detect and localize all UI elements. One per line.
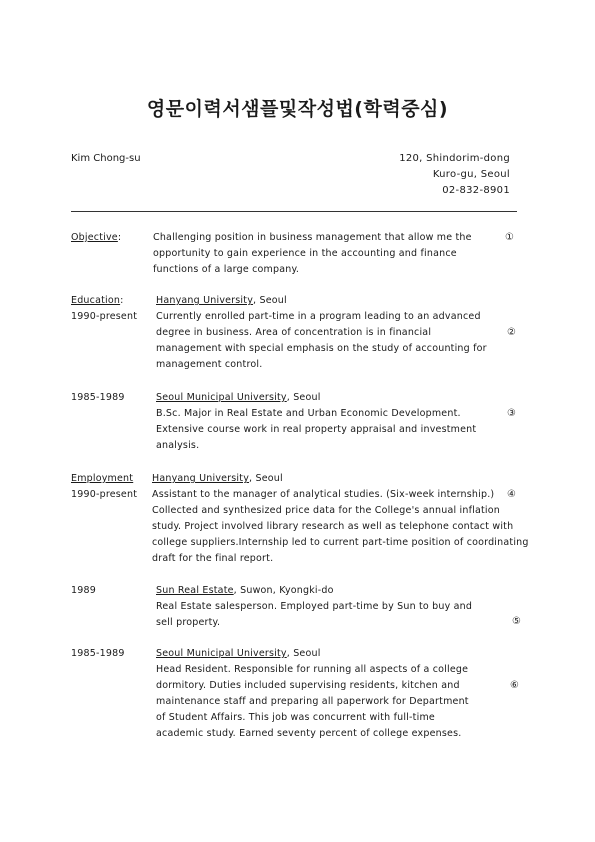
entry-heading [156,583,472,599]
employment-heading [71,471,133,487]
applicant-name: Kim Chong-su [71,153,141,164]
text-line: maintenance staff and preparing all paperwork for Department [156,696,469,707]
text-line: of Student Affairs. This job was concurrent with full-time [156,712,435,723]
education-heading [71,293,124,309]
text-line: study. Project involved library research as well as telephone contact with [152,521,514,532]
employer-name: Hanyang University [152,473,250,484]
text-line: functions of a large company. [153,264,300,275]
employer-name: Seoul Municipal University [156,648,287,659]
text-line: Currently enrolled part-time in a program leading to an advanced [156,311,481,322]
contact-address [399,151,510,199]
employer-location: , Seoul [249,473,283,484]
entry-heading [152,471,529,487]
phone-number: 02-832-8901 [442,185,510,196]
text-line: Extensive course work in real property appraisal and investment [156,424,477,435]
entry-heading [156,390,476,406]
employer-location: , Seoul [286,648,321,659]
institution-name: Seoul Municipal University [156,392,287,403]
employment-period-1: 1990-present [71,489,138,500]
header-divider [71,211,517,212]
employment-period-2: 1989 [71,585,96,596]
employer-location: , Suwon, Kyongki-do [233,585,334,596]
entry-heading [156,293,487,309]
employer-name: Sun Real Estate [156,585,234,596]
employment-entry-2 [156,583,472,631]
text-line: management with special emphasis on the study of accounting for [156,343,487,354]
marker-3: ③ [507,408,516,419]
text-line: Assistant to the manager of analytical studies. (Six-week internship.) [152,489,495,500]
marker-6: ⑥ [510,680,519,691]
employment-entry-1 [152,471,529,567]
education-entry-1 [156,293,487,373]
employment-entry-3 [156,646,469,742]
text-line: B.Sc. Major in Real Estate and Urban Economic Development. [156,408,461,419]
text-line: college suppliers.Internship led to current part-time position of coordinating [152,537,529,548]
education-label: Education [71,295,121,306]
address-line: 120, Shindorim-dong [399,153,510,164]
marker-5: ⑤ [512,616,521,627]
education-period-2: 1985-1989 [71,392,125,403]
text-line: Challenging position in business management that allow me the [153,232,472,243]
text-line: sell property. [156,617,221,628]
education-colon: : [120,295,124,306]
marker-1: ① [505,232,514,243]
objective-text [153,230,472,278]
text-line: analysis. [156,440,200,451]
objective-label: Objective [71,232,118,243]
text-line: opportunity to gain experience in the accounting and finance [153,248,457,259]
education-entry-2 [156,390,476,454]
education-period-1: 1990-present [71,311,138,322]
text-line: Head Resident. Responsible for running all aspects of a college [156,664,469,675]
institution-location: , Seoul [286,392,321,403]
text-line: management control. [156,359,263,370]
employment-label: Employment [71,473,134,484]
text-line: draft for the final report. [152,553,274,564]
institution-name: Hanyang University [156,295,254,306]
text-line: academic study. Earned seventy percent of college expenses. [156,728,462,739]
objective-heading [71,230,121,246]
marker-4: ④ [507,489,516,500]
text-line: degree in business. Area of concentration is in financial [156,327,432,338]
institution-location: , Seoul [253,295,287,306]
employment-period-3: 1985-1989 [71,648,125,659]
address-line: Kuro-gu, Seoul [432,169,510,180]
document-title: 영문이력서샘플및작성법(학력중심) [146,98,449,120]
marker-2: ② [507,327,516,338]
text-line: dormitory. Duties included supervising residents, kitchen and [156,680,460,691]
entry-heading [156,646,469,662]
text-line: Real Estate salesperson. Employed part-time by Sun to buy and [156,601,473,612]
objective-colon: : [117,232,122,243]
text-line: Collected and synthesized price data for the College's annual inflation [152,505,500,516]
